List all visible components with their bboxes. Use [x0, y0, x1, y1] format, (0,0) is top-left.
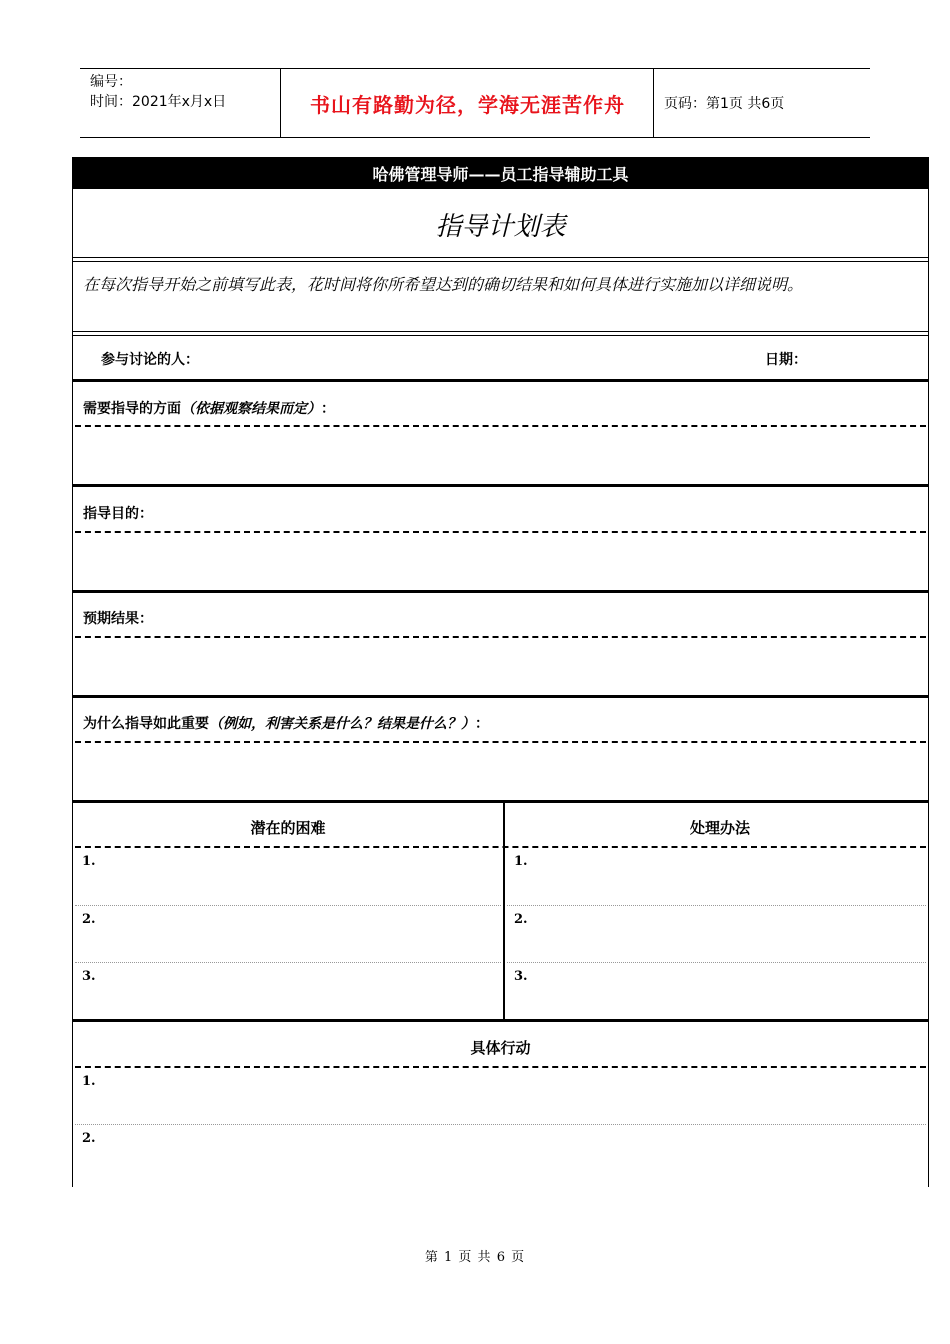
dashed-rule [75, 425, 926, 427]
action-number: 2. [82, 1131, 96, 1146]
time-label: 时间：2021年x月x日 [90, 94, 227, 110]
action-number: 1. [82, 1074, 96, 1089]
section-divider [72, 484, 929, 487]
section-divider [72, 590, 929, 593]
form-title: 哈佛管理导师——员工指导辅助工具 [72, 157, 929, 189]
section-label-goal: 指导目的： [83, 506, 153, 522]
solution-number: 2. [514, 912, 528, 927]
dotted-rule [75, 1124, 926, 1125]
divider [72, 257, 929, 262]
dashed-rule [75, 531, 926, 533]
page-info: 页码：第1页 共6页 [664, 96, 785, 112]
header-meta [80, 69, 281, 137]
section-divider [72, 800, 929, 803]
divider [72, 331, 929, 336]
solution-number: 3. [514, 969, 528, 984]
difficulty-number: 1. [82, 854, 96, 869]
difficulty-number: 2. [82, 912, 96, 927]
motto: 书山有路勤为径，学海无涯苦作舟 [282, 69, 654, 137]
dotted-rule [75, 962, 501, 963]
solutions-header: 处理办法 [689, 819, 750, 837]
date-label: 日期： [765, 352, 807, 368]
section-label-aspects: 需要指导的方面（依据观察结果而定）： [83, 401, 335, 417]
coaching-plan-form [72, 157, 929, 1187]
section-divider [72, 1019, 929, 1022]
page-footer: 第 1 页 共 6 页 [424, 1250, 526, 1265]
dotted-rule [507, 905, 926, 906]
section-divider [72, 695, 929, 698]
document-header [80, 68, 870, 138]
dashed-rule [75, 636, 926, 638]
dashed-rule [75, 741, 926, 743]
dashed-rule [75, 846, 926, 848]
solution-number: 1. [514, 854, 528, 869]
dashed-rule [75, 1066, 926, 1068]
intro-text: 在每次指导开始之前填写此表，花时间将你所希望达到的确切结果和如何具体进行实施加以详细说明。 [83, 275, 804, 294]
difficulties-header: 潜在的困难 [250, 819, 326, 837]
actions-header: 具体行动 [470, 1039, 531, 1057]
section-label-expected: 预期结果： [83, 611, 153, 627]
dotted-rule [507, 962, 926, 963]
difficulty-number: 3. [82, 969, 96, 984]
dotted-rule [75, 905, 501, 906]
section-label-importance: 为什么指导如此重要（例如，利害关系是什么？结果是什么？）： [83, 716, 489, 732]
form-subtitle: 指导计划表 [435, 211, 566, 242]
section-divider [72, 379, 929, 382]
participants-label: 参与讨论的人： [101, 352, 199, 368]
number-label: 编号： [90, 74, 132, 90]
